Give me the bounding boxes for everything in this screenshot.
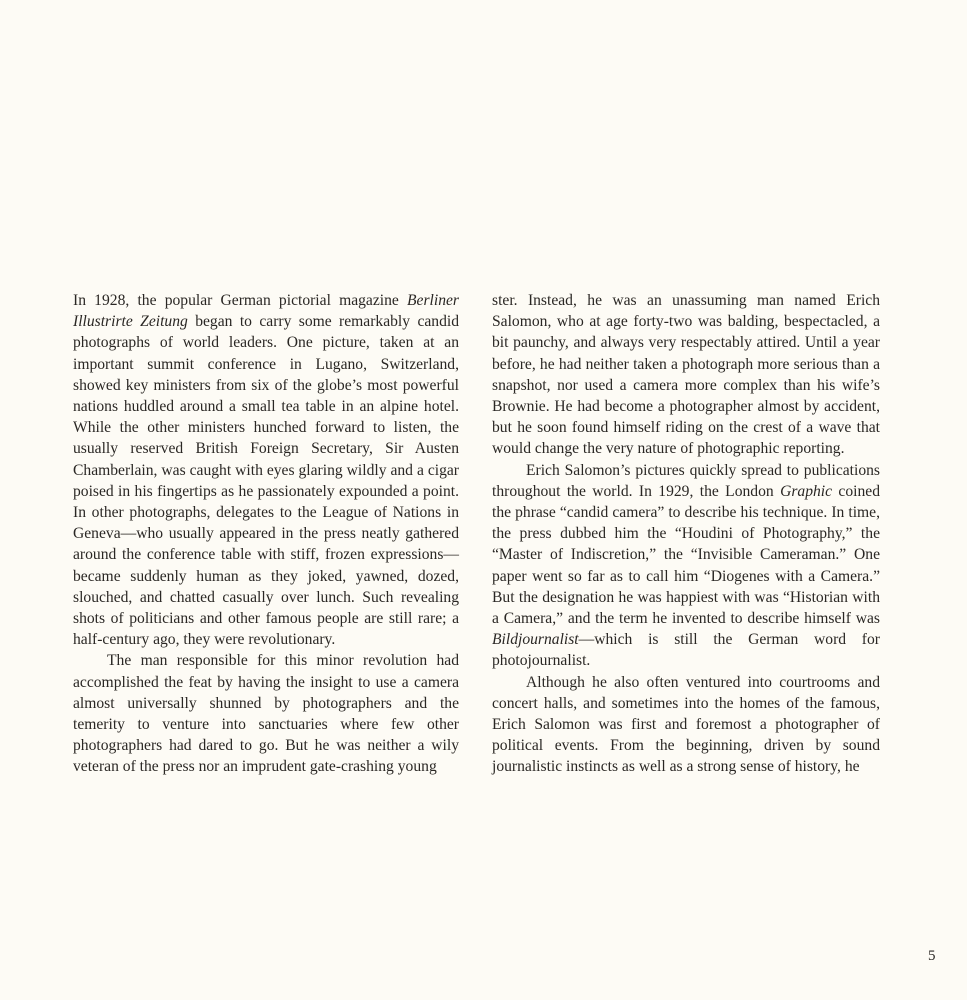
paragraph-1 — [73, 290, 459, 650]
paragraph-3-text-b: coined the phrase “candid camera” to describe his technique. In time, the press dubbed him the “Houdini of Photography,” the “Master of Indiscretion,” the “Invisible Cameraman.” One paper went so far as to call him “Diogenes with a Camera.” But the designation he was happiest with was “Historian with a Camera,” and the term he invented to describe himself was — [492, 482, 880, 628]
paragraph-1-text-a: In 1928, the popular German pictorial magazine — [73, 292, 408, 309]
right-text-column — [492, 290, 880, 778]
paragraph-2-continued: ster. Instead, he was an unassuming man named Erich Salomon, who at age forty-two was balding, bespectacled, a bit paunchy, and always very respectably attired. Until a year before, he had neither taken a photograph more serious than a snapshot, nor used a camera more complex than his wife’s Brownie. He had become a photographer almost by accident, but he soon found himself riding on the crest of a wave that would change the very nature of photographic reporting. — [492, 292, 880, 458]
paragraph-3-text-c: —which is still the German word for photojournalist. — [492, 631, 880, 670]
paragraph-1-text-b: began to carry some remarkably candid photographs of world leaders. One picture, taken at an important summit conference in Lugano, Switzerland, showed key ministers from six of the globe’s most powerful nations huddled around a small tea table in an alpine hotel. While the other ministers hunched forward to listen, the usually reserved British Foreign Secretary, Sir Austen Chamberlain, was caught with eyes glaring wildly and a cigar poised in his fingertips as he passionately expounded a point. In other photographs, delegates to the League of Nations in Geneva—who usually appeared in the press neatly gathered around the conference table with stiff, frozen expressions—became suddenly human as they joked, yawned, dozed, slouched, and chatted casually over lunch. Such revealing shots of politicians and other famous people are still rare; a half-century ago, they were revolutionary. — [73, 313, 460, 649]
term-bildjournalist: Bildjournalist — [492, 631, 579, 649]
page-number: 5 — [928, 948, 936, 964]
magazine-title-berliner: Berliner Illustrirte Zeitung — [73, 292, 459, 331]
paragraph-2: The man responsible for this minor revolution had accomplished the feat by having the insight to use a camera almost universally shunned by photographers and the temerity to venture into sanctuaries where few other photographers had dared to go. But he was neither a wily veteran of the press nor an imprudent gate-crashing young — [73, 652, 459, 776]
paragraph-4: Although he also often ventured into courtrooms and concert halls, and sometimes into the homes of the famous, Erich Salomon was first and foremost a photographer of political events. From the beginning, driven by sound journalistic instincts as well as a strong sense of history, he — [492, 673, 880, 776]
paragraph-3 — [492, 460, 880, 672]
publication-title-graphic: Graphic — [780, 482, 833, 500]
left-text-column — [73, 290, 459, 778]
paragraph-3-text-a: Erich Salomon’s pictures quickly spread to publications throughout the world. In 1929, the London — [492, 461, 880, 500]
